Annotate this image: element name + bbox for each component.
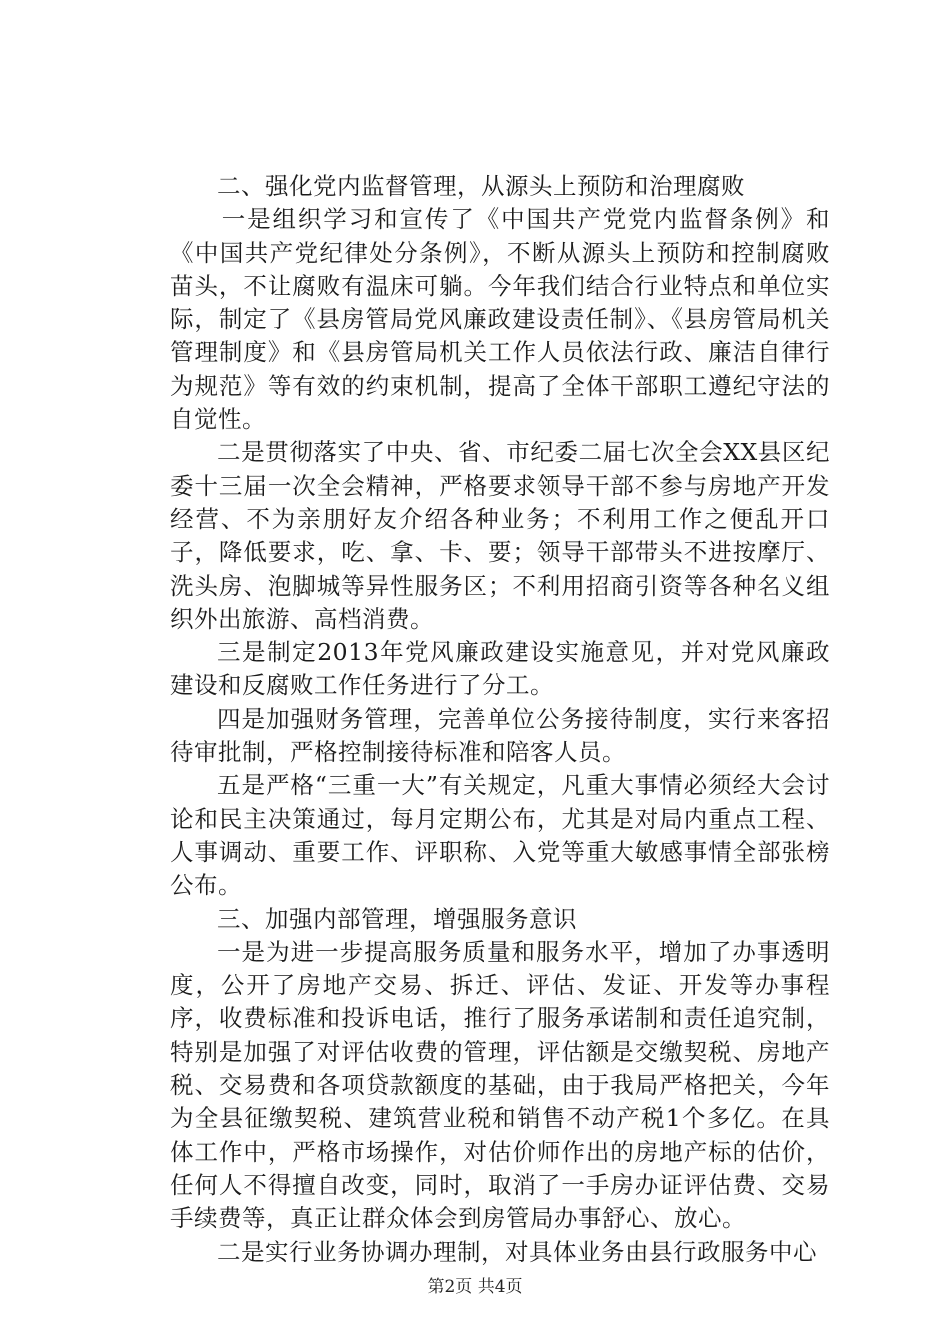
document-body xyxy=(170,170,830,1269)
section-heading-2: 二、强化党内监督管理，从源头上预防和治理腐败 xyxy=(217,172,745,200)
page-number-footer: 第2页 共4页 xyxy=(427,1277,523,1297)
paragraph: 一是为进一步提高服务质量和服务水平，增加了办事透明度，公开了房地产交易、拆迁、评估、发证、开发等办事程序，收费标准和投诉电话，推行了服务承诺制和责任追究制，特别是加强了对评估收费的管理，评估额是交缴契税、房地产税、交易费和各项贷款额度的基础，由于我局严格把关，今年为全县征缴契税、建筑营业税和销售不动产税1个多亿。在具体工作中，严格市场操作，对估价师作出的房地产标的估价，任何人不得擅自改变，同时，取消了一手房办证评估费、交易手续费等，真正让群众体会到房管局办事舒心、放心。 xyxy=(170,937,830,1233)
section-heading-3: 三、加强内部管理，增强服务意识 xyxy=(217,904,577,933)
paragraph: 一是组织学习和宣传了《中国共产党党内监督条例》和《中国共产党纪律处分条例》，不断从源头上预防和控制腐败苗头，不让腐败有温床可躺。今年我们结合行业特点和单位实际，制定了《县房管局党风廉政建设责任制》、《县房管局机关管理制度》和《县房管局机关工作人员依法行政、廉洁自律行为规范》等有效的约束机制，提高了全体干部职工遵纪守法的自觉性。 xyxy=(170,205,830,434)
paragraph: 二是实行业务协调办理制，对具体业务由县行政服务中心 xyxy=(217,1237,817,1266)
paragraph: 五是严格“三重一大”有关规定，凡重大事情必须经大会讨论和民主决策通过，每月定期公布，尤其是对局内重点工程、人事调动、重要工作、评职称、入党等重大敏感事情全部张榜公布。 xyxy=(170,771,830,900)
paragraph: 四是加强财务管理，完善单位公务接待制度，实行来客招待审批制，严格控制接待标准和陪客人员。 xyxy=(170,704,830,767)
paragraph: 二是贯彻落实了中央、省、市纪委二届七次全会XX县区纪委十三届一次全会精神，严格要求领导干部不参与房地产开发经营、不为亲朋好友介绍各种业务；不利用工作之便乱开口子，降低要求，吃、拿、卡、要；领导干部带头不进按摩厅、洗头房、泡脚城等异性服务区；不利用招商引资等各种名义组织外出旅游、高档消费。 xyxy=(170,438,830,633)
paragraph: 三是制定2013年党风廉政建设实施意见，并对党风廉政建设和反腐败工作任务进行了分工。 xyxy=(170,638,830,700)
